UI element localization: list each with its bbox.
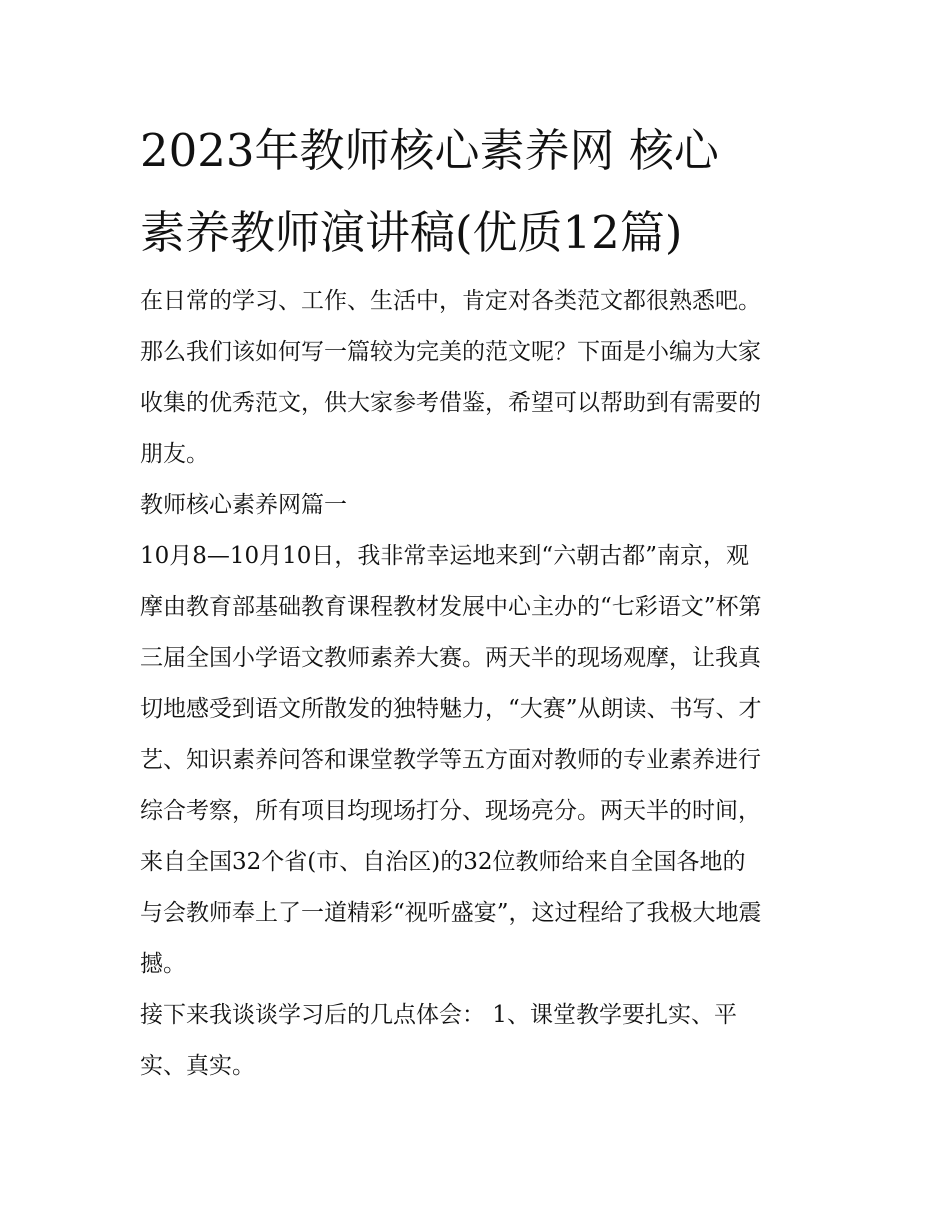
paragraph-line: 三届全国小学语文教师素养大赛。两天半的现场观摩，让我真: [140, 645, 761, 671]
paragraph-line: 切地感受到语文所散发的独特魅力，“大赛”从朗读、书写、才: [140, 696, 762, 722]
document-title: [140, 110, 820, 274]
title-line-2: 素养教师演讲稿(优质12篇): [140, 206, 683, 259]
paragraph-line: 那么我们该如何写一篇较为完美的范文呢？下面是小编为大家: [140, 339, 761, 365]
section-heading: 教师核心素养网篇一: [140, 492, 347, 518]
paragraph-line: 来自全国32个省(市、自治区)的32位教师给来自全国各地的: [140, 849, 746, 875]
paragraph-line: 朋友。: [140, 441, 209, 467]
paragraph-line: 与会教师奉上了一道精彩“视听盛宴”，这过程给了我极大地震: [140, 900, 762, 926]
title-line-1: 2023年教师核心素养网 核心: [140, 124, 719, 177]
paragraph-line: 摩由教育部基础教育课程教材发展中心主办的“七彩语文”杯第: [140, 594, 762, 620]
document-page: [140, 0, 820, 1229]
paragraph-line: 在日常的学习、工作、生活中，肯定对各类范文都很熟悉吧。: [140, 288, 761, 314]
paragraph-line: 收集的优秀范文，供大家参考借鉴，希望可以帮助到有需要的: [140, 390, 761, 416]
paragraph-line: 实、真实。: [140, 1053, 255, 1079]
paragraph-line: 接下来我谈谈学习后的几点体会： 1、课堂教学要扎实、平: [140, 1002, 737, 1028]
paragraph-line: 撼。: [140, 951, 186, 977]
paragraph-line: 10月8—10月10日，我非常幸运地来到“六朝古都”南京，观: [140, 543, 749, 569]
paragraph-line: 综合考察，所有项目均现场打分、现场亮分。两天半的时间，: [140, 798, 761, 824]
paragraph-line: 艺、知识素养问答和课堂教学等五方面对教师的专业素养进行: [140, 747, 761, 773]
document-body: [140, 276, 820, 1092]
